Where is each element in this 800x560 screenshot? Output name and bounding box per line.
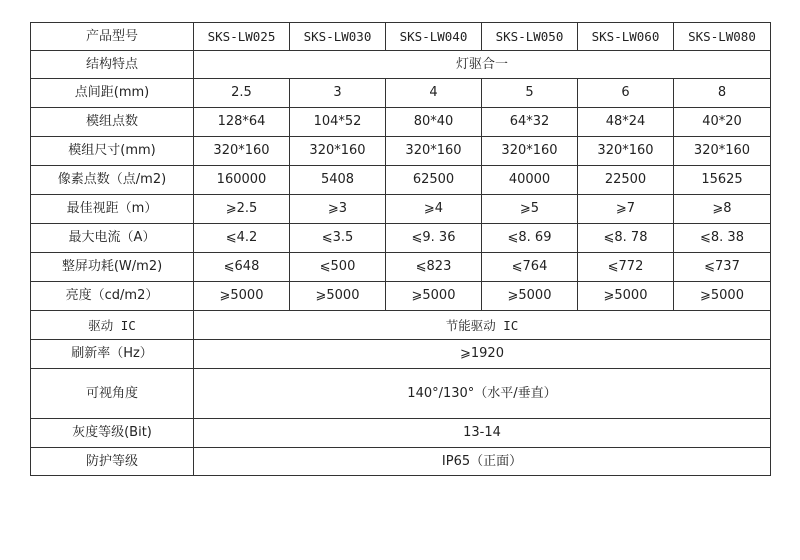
model-header-cell: SKS-LW040 — [386, 23, 482, 51]
spec-row-power — [31, 253, 771, 282]
row-label-cell: 最大电流（A） — [31, 224, 194, 253]
value-cell: ⩽4.2 — [194, 224, 290, 253]
value-cell: 5408 — [290, 166, 386, 195]
value-cell: 3 — [290, 79, 386, 108]
value-cell: ⩽8. 69 — [482, 224, 578, 253]
spec-row-module-size — [31, 137, 771, 166]
value-cell: 160000 — [194, 166, 290, 195]
spec-row-viewing-angle — [31, 369, 771, 419]
value-cell: 40000 — [482, 166, 578, 195]
spec-row-module-dots — [31, 108, 771, 137]
value-cell: 2.5 — [194, 79, 290, 108]
value-cell: ⩾4 — [386, 195, 482, 224]
value-cell: 80*40 — [386, 108, 482, 137]
spec-row-max-current — [31, 224, 771, 253]
value-cell: ⩽648 — [194, 253, 290, 282]
merged-value-cell: ⩾1920 — [194, 340, 771, 369]
value-cell: ⩾5 — [482, 195, 578, 224]
value-cell: ⩾5000 — [482, 282, 578, 311]
value-cell: 320*160 — [386, 137, 482, 166]
value-cell: ⩽764 — [482, 253, 578, 282]
value-cell: ⩽3.5 — [290, 224, 386, 253]
merged-value-cell: 节能驱动 IC — [194, 311, 771, 340]
value-cell: ⩾5000 — [290, 282, 386, 311]
value-cell: 320*160 — [194, 137, 290, 166]
value-cell: ⩾8 — [674, 195, 771, 224]
row-label-cell: 模组尺寸(mm) — [31, 137, 194, 166]
value-cell: 40*20 — [674, 108, 771, 137]
value-cell: ⩽8. 78 — [578, 224, 674, 253]
model-header-cell: SKS-LW025 — [194, 23, 290, 51]
value-cell: 320*160 — [290, 137, 386, 166]
model-header-cell: SKS-LW050 — [482, 23, 578, 51]
structure-row — [31, 51, 771, 79]
model-header-cell: SKS-LW080 — [674, 23, 771, 51]
spec-row-pixel-density — [31, 166, 771, 195]
merged-value-cell: 灯驱合一 — [194, 51, 771, 79]
value-cell: ⩽823 — [386, 253, 482, 282]
value-cell: 64*32 — [482, 108, 578, 137]
spec-table — [30, 22, 771, 476]
value-cell: 48*24 — [578, 108, 674, 137]
header-label-cell: 产品型号 — [31, 23, 194, 51]
merged-value-cell: 13-14 — [194, 419, 771, 448]
value-cell: ⩽8. 38 — [674, 224, 771, 253]
row-label-cell: 模组点数 — [31, 108, 194, 137]
row-label-cell: 刷新率（Hz） — [31, 340, 194, 369]
merged-value-cell: IP65（正面） — [194, 448, 771, 476]
row-label-cell: 整屏功耗(W/m2) — [31, 253, 194, 282]
value-cell: 320*160 — [674, 137, 771, 166]
value-cell: 15625 — [674, 166, 771, 195]
value-cell: ⩽737 — [674, 253, 771, 282]
spec-row-protection — [31, 448, 771, 476]
value-cell: 320*160 — [482, 137, 578, 166]
row-label-cell: 灰度等级(Bit) — [31, 419, 194, 448]
value-cell: 8 — [674, 79, 771, 108]
row-label-cell: 防护等级 — [31, 448, 194, 476]
value-cell: 5 — [482, 79, 578, 108]
spec-row-brightness — [31, 282, 771, 311]
row-label-cell: 驱动 IC — [31, 311, 194, 340]
row-label-cell: 点间距(mm) — [31, 79, 194, 108]
spec-row-viewing-distance — [31, 195, 771, 224]
value-cell: 6 — [578, 79, 674, 108]
row-label-cell: 结构特点 — [31, 51, 194, 79]
value-cell: 320*160 — [578, 137, 674, 166]
value-cell: 128*64 — [194, 108, 290, 137]
value-cell: ⩾7 — [578, 195, 674, 224]
model-header-cell: SKS-LW030 — [290, 23, 386, 51]
value-cell: 62500 — [386, 166, 482, 195]
row-label-cell: 亮度（cd/m2） — [31, 282, 194, 311]
value-cell: ⩾5000 — [674, 282, 771, 311]
value-cell: ⩽772 — [578, 253, 674, 282]
spec-row-refresh-rate — [31, 340, 771, 369]
spec-row-grayscale — [31, 419, 771, 448]
value-cell: 4 — [386, 79, 482, 108]
model-header-cell: SKS-LW060 — [578, 23, 674, 51]
value-cell: 22500 — [578, 166, 674, 195]
spec-row-driver-ic — [31, 311, 771, 340]
merged-value-cell: 140°/130°（水平/垂直） — [194, 369, 771, 419]
header-row — [31, 23, 771, 51]
value-cell: ⩾2.5 — [194, 195, 290, 224]
value-cell: ⩾5000 — [386, 282, 482, 311]
value-cell: ⩽9. 36 — [386, 224, 482, 253]
value-cell: ⩽500 — [290, 253, 386, 282]
value-cell: ⩾5000 — [578, 282, 674, 311]
row-label-cell: 像素点数（点/m2) — [31, 166, 194, 195]
row-label-cell: 最佳视距（m） — [31, 195, 194, 224]
spec-row-pitch — [31, 79, 771, 108]
value-cell: ⩾3 — [290, 195, 386, 224]
value-cell: 104*52 — [290, 108, 386, 137]
row-label-cell: 可视角度 — [31, 369, 194, 419]
value-cell: ⩾5000 — [194, 282, 290, 311]
